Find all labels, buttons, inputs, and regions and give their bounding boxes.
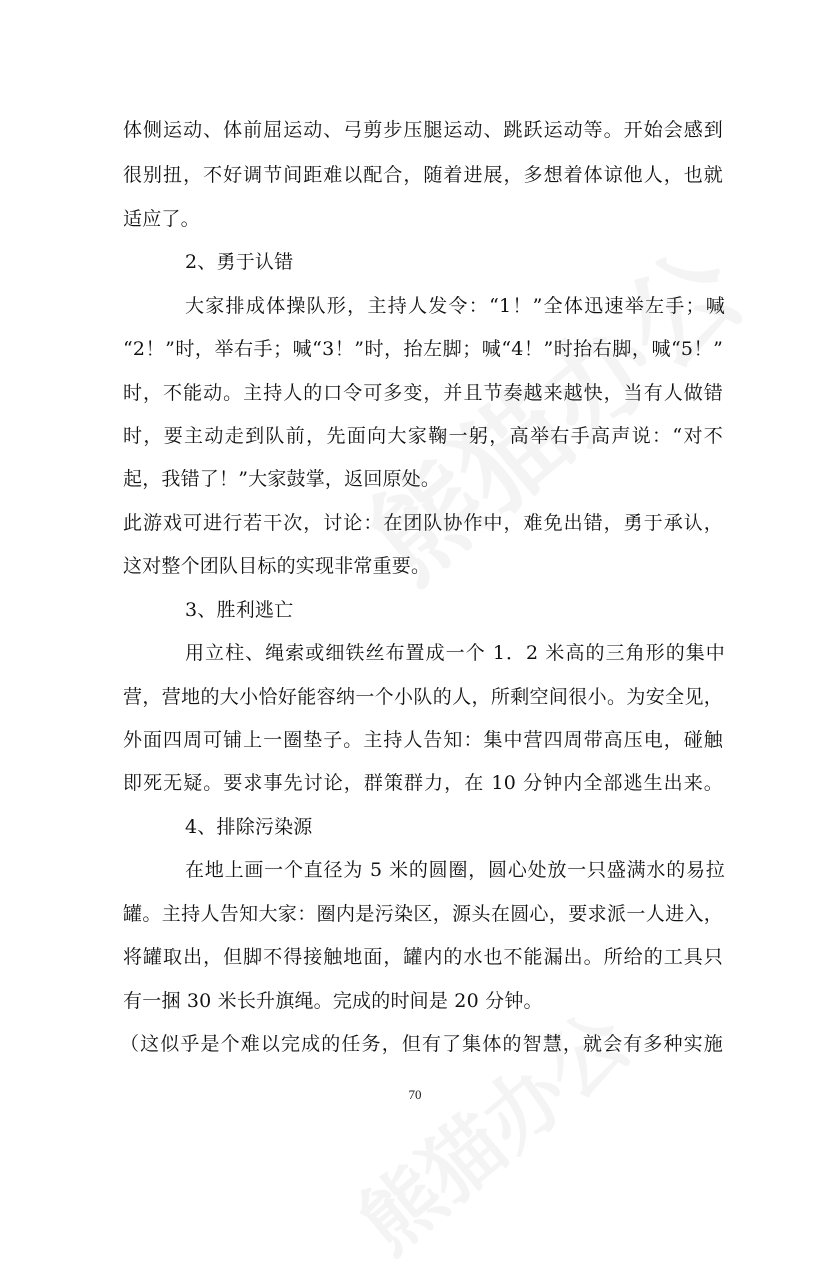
paragraph-line: 这对整个团队目标的实现非常重要。 bbox=[123, 555, 431, 577]
section-heading: 3、胜利逃亡 bbox=[185, 599, 294, 621]
paragraph-line: 适应了。 bbox=[123, 208, 200, 230]
paragraph-line: 有一捆 30 米长升旗绳。完成的时间是 20 分钟。 bbox=[123, 990, 543, 1012]
paragraph-line: 外面四周可铺上一圈垫子。主持人告知：集中营四周带高压电，碰触 bbox=[123, 729, 723, 751]
paragraph-line: 起，我错了！”大家鼓掌，返回原处。 bbox=[123, 468, 441, 490]
paragraph-line: 罐。主持人告知大家：圈内是污染区，源头在圆心，要求派一人进入， bbox=[123, 903, 723, 925]
watermark bbox=[330, 981, 649, 1274]
paragraph-line: 营，营地的大小恰好能容纳一个小队的人，所剩空间很小。为安全见， bbox=[123, 686, 723, 708]
section-heading: 2、勇于认错 bbox=[185, 251, 294, 273]
paragraph-line: 用立柱、绳索或细铁丝布置成一个 1．2 米高的三角形的集中 bbox=[185, 642, 725, 664]
paragraph-line: （这似乎是个难以完成的任务，但有了集体的智慧，就会有多种实施 bbox=[120, 1033, 723, 1055]
paragraph-line: 将罐取出，但脚不得接触地面，罐内的水也不能漏出。所给的工具只 bbox=[123, 946, 723, 968]
page-number: 70 bbox=[408, 1087, 422, 1102]
paragraph-line: 时，不能动。主持人的口令可多变，并且节奏越来越快，当有人做错 bbox=[123, 382, 723, 404]
paragraph-line: 大家排成体操队形，主持人发令：“1！”全体迅速举左手；喊 bbox=[185, 295, 725, 317]
paragraph-line: 在地上画一个直径为 5 米的圆圈，圆心处放一只盛满水的易拉 bbox=[185, 859, 725, 881]
paragraph-line: 体侧运动、体前屈运动、弓剪步压腿运动、跳跃运动等。开始会感到 bbox=[123, 119, 723, 141]
paragraph-line: 此游戏可进行若干次，讨论：在团队协作中，难免出错，勇于承认， bbox=[123, 512, 723, 534]
paragraph-line: “2！”时，举右手；喊“3！”时，抬左脚；喊“4！”时抬右脚，喊“5！” bbox=[123, 338, 723, 360]
paragraph-line: 时，要主动走到队前，先面向大家鞠一躬，高举右手高声说：“对不 bbox=[123, 425, 723, 447]
section-heading: 4、排除污染源 bbox=[185, 816, 313, 838]
paragraph-line: 即死无疑。要求事先讨论，群策群力，在 10 分钟内全部逃生出来。 bbox=[123, 772, 723, 794]
paragraph-line: 很别扭，不好调节间距难以配合，随着进展，多想着体谅他人，也就 bbox=[123, 164, 723, 186]
